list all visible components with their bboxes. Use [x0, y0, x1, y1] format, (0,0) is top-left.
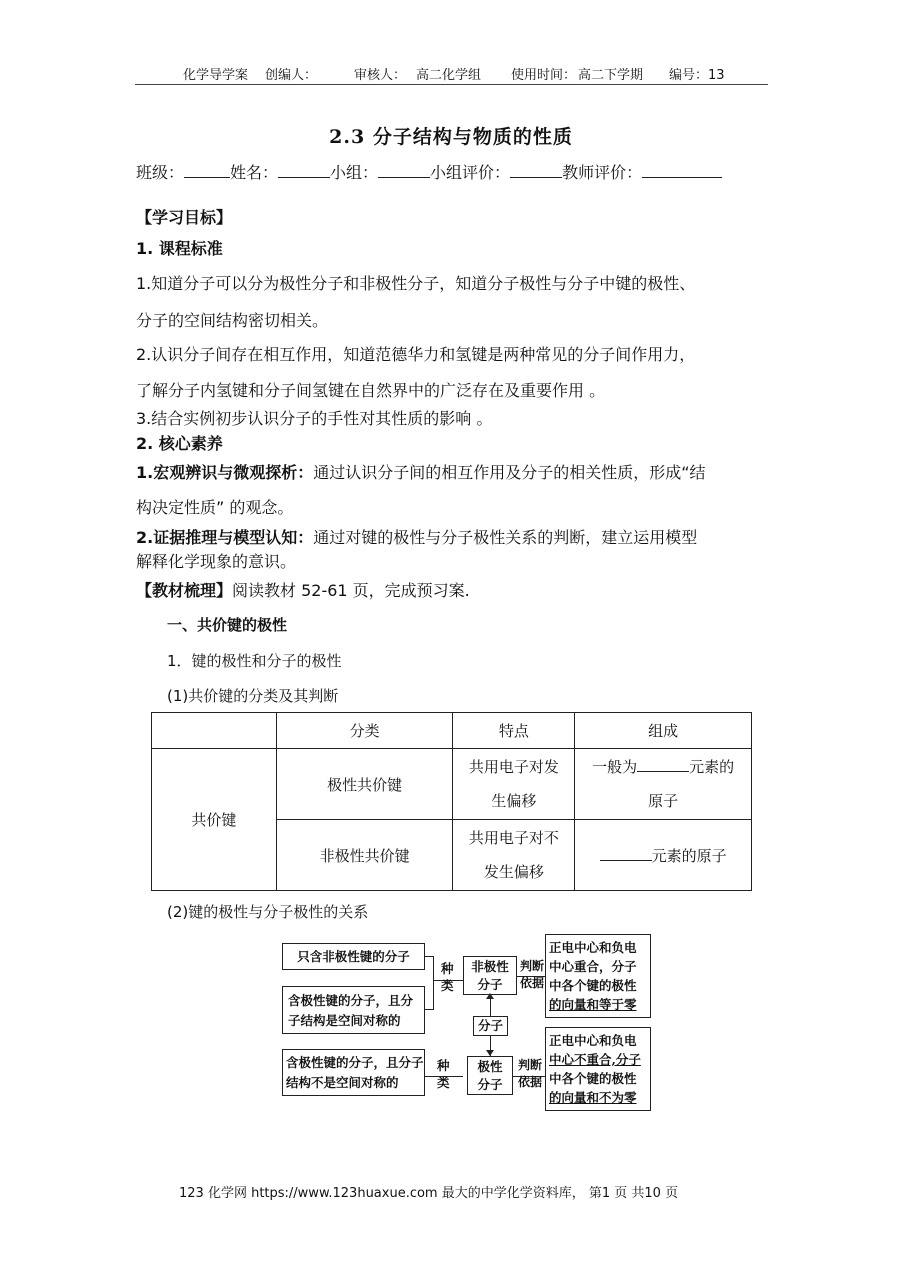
bond-classification-table — [151, 712, 752, 891]
left-box-2: 含极性键的分子，且分 子结构是空间对称的 — [282, 986, 425, 1034]
core-2b: 解释化学现象的意识。 — [136, 552, 297, 571]
composition-polar — [575, 749, 752, 820]
section-one: 一、共价键的极性 — [167, 616, 288, 634]
type-nonpolar: 非极性共价键 — [276, 820, 453, 891]
molecule-box: 分子 — [473, 1016, 508, 1036]
goal-3: 3.结合实例初步认识分子的手性对其性质的影响 。 — [136, 409, 493, 428]
answer-blank[interactable] — [637, 757, 689, 772]
info-line — [136, 160, 722, 183]
table-corner — [152, 713, 277, 749]
right-box-2: 正电中心和负电 中心不重合,分子 中各个键的极性 的向量和不为零 — [545, 1027, 651, 1111]
header-time: 高二下学期 — [578, 68, 644, 83]
goal-1a: 1.知道分子可以分为极性分子和非极性分子，知道分子极性与分子中键的极性、 — [136, 274, 696, 293]
feature-nonpolar — [453, 820, 575, 891]
goals-sec2: 2. 核心素养 — [136, 434, 223, 453]
core-1-bold: 1.宏观辨识与微观探析： — [136, 463, 314, 482]
header-title: 化学导学案 — [183, 68, 249, 83]
left-box-3: 含极性键的分子，且分子 结构不是空间对称的 — [282, 1049, 425, 1096]
name-label: 姓名： — [230, 163, 279, 182]
core-1a — [136, 460, 706, 483]
arrow-head-up — [486, 993, 494, 999]
arrow-up — [490, 996, 491, 1016]
sub-one: 1．键的极性和分子的极性 — [167, 652, 342, 670]
composition-nonpolar — [575, 820, 752, 891]
table-row — [152, 749, 752, 820]
nonpolar-molecule-box: 非极性 分子 — [463, 956, 517, 995]
judge-label-2: 判断 依据 — [518, 1058, 543, 1089]
page-title: 2.3 分子结构与物质的性质 — [329, 126, 573, 148]
textbook-heading: 【教材梳理】 — [136, 581, 233, 600]
goals-heading: 【学习目标】 — [136, 208, 233, 227]
kind-label-1: 种 类 — [441, 961, 454, 993]
arrow-head-down — [486, 1050, 494, 1056]
kind-label-2: 种 类 — [437, 1058, 450, 1090]
page-footer: 123 化学网 https://www.123huaxue.com 最大的中学化学资料库， 第1 页 共10 页 — [179, 1186, 679, 1201]
core-2a — [136, 525, 697, 548]
core-1-rest: 通过认识分子间的相互作用及分子的相关性质，形成“结 — [313, 463, 706, 482]
header-time-label: 使用时间： — [511, 68, 577, 83]
header-composition: 组成 — [575, 713, 752, 749]
group-eval-label: 小组评价： — [430, 163, 511, 182]
header-rule — [135, 84, 768, 85]
sub-one-a: (1)共价键的分类及其判断 — [167, 687, 339, 705]
goal-2a: 2.认识分子间存在相互作用，知道范德华力和氢键是两种常见的分子间作用力， — [136, 345, 696, 364]
feature-polar-1: 共用电子对发 — [468, 758, 559, 776]
type-polar: 极性共价键 — [276, 749, 453, 820]
answer-blank[interactable] — [600, 846, 652, 861]
class-label: 班级： — [136, 163, 185, 182]
header-number: 编号：13 — [669, 68, 725, 83]
feature-nonpolar-1: 共用电子对不 — [468, 829, 559, 847]
comp-post: 元素的 — [689, 758, 735, 776]
goals-sec1: 1. 课程标准 — [136, 239, 223, 258]
polar-molecule-box: 极性 分子 — [467, 1056, 513, 1095]
textbook-line — [136, 578, 470, 601]
core-2-bold: 2.证据推理与模型认知： — [136, 528, 314, 547]
sub-one-b: (2)键的极性与分子极性的关系 — [167, 903, 369, 921]
header-group: 高二化学组 — [416, 68, 482, 83]
header-feature: 特点 — [453, 713, 575, 749]
feature-polar-2: 生偏移 — [491, 792, 537, 810]
goal-1b: 分子的空间结构密切相关。 — [136, 311, 329, 330]
composition-polar-2: 原子 — [648, 792, 679, 810]
header-classification: 分类 — [276, 713, 453, 749]
right-box-1: 正电中心和负电 中心重合，分子 中各个键的极性 的向量和等于零 — [545, 934, 651, 1018]
comp-pre: 一般为 — [592, 758, 638, 776]
textbook-text: 阅读教材 52-61 页，完成预习案. — [232, 581, 470, 600]
goal-2b: 了解分子内氢键和分子间氢键在自然界中的广泛存在及重要作用 。 — [136, 381, 606, 400]
header-reviewer: 审核人： — [354, 68, 407, 83]
judge-label-1: 判断 依据 — [520, 959, 545, 990]
table-header-row — [152, 713, 752, 749]
comp-post-2: 元素的原子 — [651, 846, 727, 865]
core-2-rest: 通过对键的极性与分子极性关系的判断，建立运用模型 — [313, 528, 698, 547]
connector — [433, 956, 434, 1010]
left-box-1: 只含非极性键的分子 — [282, 943, 425, 970]
feature-nonpolar-2: 发生偏移 — [483, 863, 544, 881]
core-1b: 构决定性质” 的观念。 — [136, 498, 294, 517]
header-author: 创编人： — [265, 68, 318, 83]
composition-polar-1 — [575, 750, 751, 784]
group-label: 小组： — [330, 163, 379, 182]
group-cell: 共价键 — [152, 749, 277, 891]
feature-polar — [453, 749, 575, 820]
teacher-eval-label: 教师评价： — [562, 163, 643, 182]
